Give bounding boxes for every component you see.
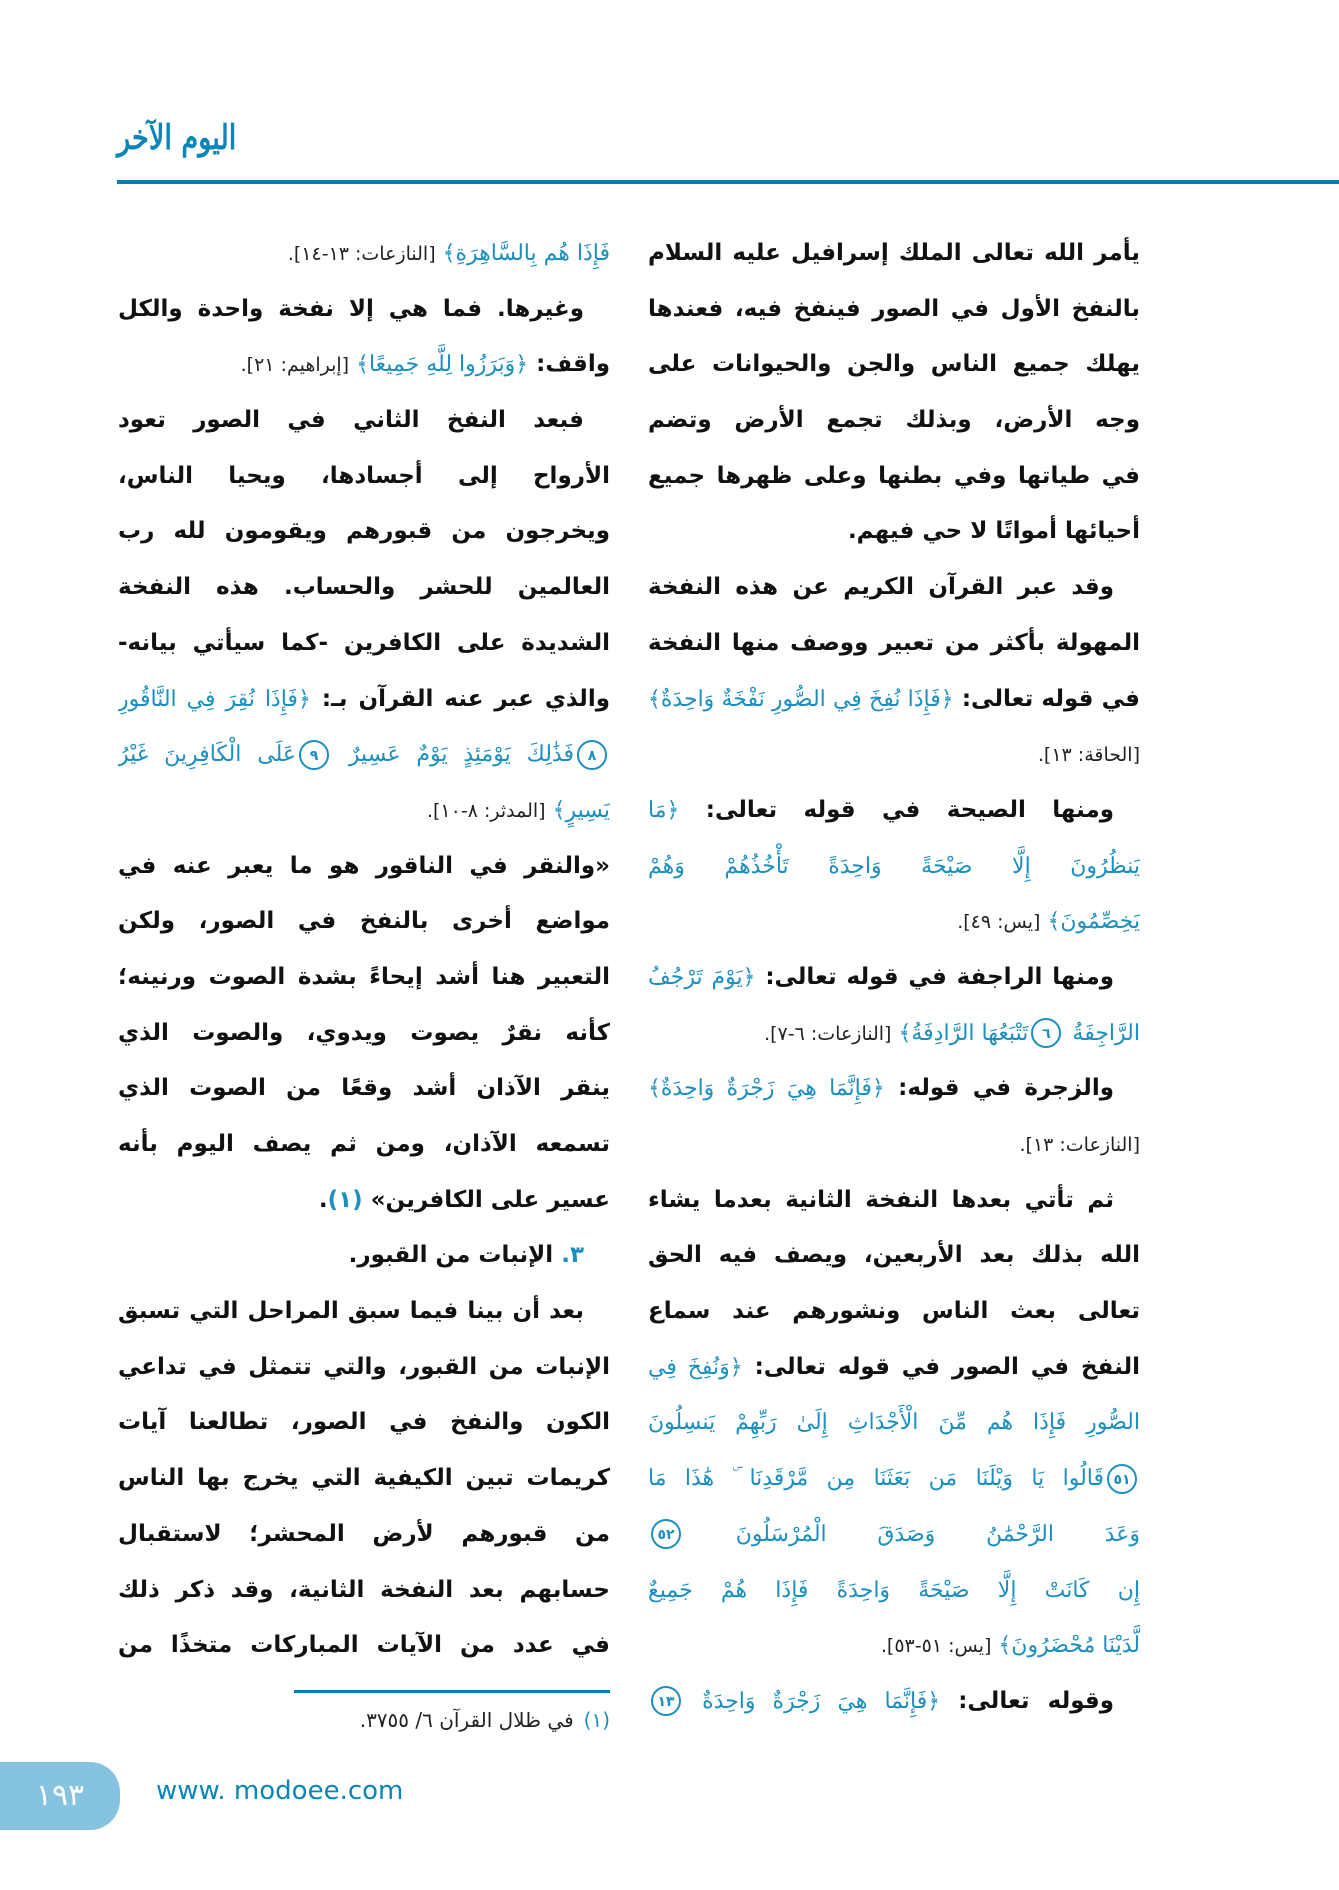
text-line	[648, 1173, 1140, 1229]
body-text: التعبير هنا أشد إيحاءً بشدة الصوت ورنينه؛	[118, 963, 610, 990]
text-line	[118, 950, 610, 1006]
quran-verse: ﴿يَوْمَ تَرْجُفُ	[648, 964, 756, 990]
quran-verse: ﴿فَإِذَا نُقِرَ فِي النَّاقُورِ	[118, 686, 311, 712]
quran-verse: وَعَدَ الرَّحْمَٰنُ وَصَدَقَ الْمُرْسَلُونَ	[735, 1521, 1140, 1547]
quran-verse: يَسِيرٍ﴾	[545, 797, 610, 823]
footnote	[118, 1702, 610, 1738]
body-text: والزجرة في قوله:	[884, 1075, 1114, 1102]
verse-reference: [المدثر: ٨-١٠].	[426, 799, 546, 822]
text-line	[648, 783, 1140, 839]
verse-number-marker: ٦	[1031, 1018, 1061, 1048]
text-line	[118, 1507, 610, 1563]
text-line	[118, 894, 610, 950]
quran-verse: فَذَٰلِكَ يَوْمَئِذٍ يَوْمٌ عَسِيرٌ	[348, 742, 574, 768]
body-text: كأنه نقرٌ يصوت ويدوي، والصوت الذي	[118, 1019, 610, 1046]
text-line	[118, 1563, 610, 1619]
body-text: وقوله تعالى:	[940, 1687, 1114, 1714]
text-line	[648, 616, 1140, 672]
text-line	[118, 560, 610, 616]
verse-number-marker: ١٣	[651, 1686, 681, 1716]
body-text: الله بذلك بعد الأربعين، ويصف فيه الحق	[648, 1242, 1140, 1269]
website-url: www. modoee.com	[156, 1776, 404, 1806]
text-line	[648, 504, 1140, 560]
header-divider	[117, 180, 1339, 184]
text-line	[118, 1340, 610, 1396]
body-text: وقد عبر القرآن الكريم عن هذه النفخة	[648, 574, 1114, 601]
text-line	[648, 393, 1140, 449]
text-line	[648, 560, 1140, 616]
highlight-text: (١)	[327, 1186, 363, 1213]
text-line	[648, 894, 1140, 950]
text-line	[118, 1006, 610, 1062]
body-text: يهلك جميع الناس والجن والحيوانات على	[648, 351, 1140, 378]
text-line	[648, 1228, 1140, 1284]
text-line	[118, 783, 610, 839]
verse-reference: [يس: ٥١-٥٣].	[880, 1635, 992, 1658]
body-text: الإنبات من القبور، والتي تتمثل في تداعي	[118, 1353, 610, 1380]
text-line	[118, 282, 610, 338]
quran-verse: الصُّورِ فَإِذَا هُم مِّنَ الْأَجْدَاثِ إِلَىٰ رَبِّهِمْ يَنسِلُونَ	[648, 1410, 1140, 1436]
verse-reference: [إبراهيم: ٢١].	[240, 354, 350, 377]
body-text: الشديدة على الكافرين -كما سيأتي بيانه-	[118, 629, 610, 656]
text-line	[648, 1117, 1140, 1173]
body-text: والذي عبر عنه القرآن بـ:	[310, 685, 610, 712]
verse-reference: [النازعات: ٦-٧].	[764, 1022, 892, 1045]
text-line	[118, 672, 610, 728]
body-text: عسير على الكافرين»	[370, 1186, 610, 1213]
text-line	[648, 1674, 1140, 1730]
body-text: أحيائها أمواتًا لا حي فيهم.	[847, 518, 1140, 545]
text-line	[648, 1284, 1140, 1340]
text-line	[648, 839, 1140, 895]
verse-number-marker: ٥١	[1107, 1464, 1137, 1494]
text-line	[118, 616, 610, 672]
body-text: في عدد من الآيات المباركات متخذًا من	[118, 1632, 610, 1659]
text-line	[118, 449, 610, 505]
running-header-title: اليوم الآخر	[117, 118, 237, 158]
body-text: في قوله تعالى:	[953, 685, 1140, 712]
footnote-marker: (١)	[583, 1708, 610, 1732]
text-line	[118, 337, 610, 393]
verse-number-marker: ٥٢	[651, 1519, 681, 1549]
text-line	[118, 1228, 610, 1284]
text-line	[118, 1395, 610, 1451]
text-line	[648, 1451, 1140, 1507]
text-line	[648, 1507, 1140, 1563]
verse-reference: [النازعات: ١٣-١٤].	[287, 243, 436, 265]
body-text: بعد أن بينا فيما سبق المراحل التي تسبق	[118, 1298, 584, 1325]
text-line	[648, 226, 1140, 282]
text-line	[118, 1173, 610, 1229]
text-line	[648, 1061, 1140, 1117]
text-line	[118, 1117, 610, 1173]
text-line	[648, 1563, 1140, 1619]
body-text: واقف:	[528, 351, 610, 378]
body-text: ومنها الصيحة في قوله تعالى:	[679, 796, 1114, 823]
quran-verse: فَإِذَا هُم بِالسَّاهِرَةِ﴾	[435, 241, 610, 266]
body-text: يأمر الله تعالى الملك إسرافيل عليه السلام	[648, 240, 1140, 266]
verse-reference: [الحاقة: ١٣].	[1037, 744, 1140, 767]
body-text: الإنبات من القبور.	[348, 1242, 554, 1269]
body-text: مواضع أخرى بالنفخ في الصور، ولكن	[118, 908, 610, 935]
highlight-text: ٣.	[553, 1242, 584, 1269]
body-text: من قبورهم لأرض المحشر؛ لاستقبال	[118, 1520, 610, 1547]
body-text: فبعد النفخ الثاني في الصور تعود	[118, 407, 584, 434]
quran-verse: ﴿مَا	[648, 797, 680, 823]
body-text: الأرواح إلى أجسادها، ويحيا الناس،	[118, 462, 610, 489]
text-line	[648, 282, 1140, 338]
page-number: ١٩٣	[0, 1762, 120, 1830]
text-line	[118, 393, 610, 449]
text-line	[648, 1006, 1140, 1062]
body-text: وغيرها. فما هي إلا نفخة واحدة والكل	[118, 295, 584, 322]
body-text: تعالى بعث الناس ونشورهم عند سماع	[648, 1298, 1140, 1325]
text-line	[648, 672, 1140, 728]
body-text: حسابهم بعد النفخة الثانية، وقد ذكر ذلك	[118, 1576, 610, 1603]
text-line	[118, 1618, 610, 1674]
text-line	[118, 839, 610, 895]
text-line	[648, 449, 1140, 505]
text-line	[118, 1451, 610, 1507]
text-line	[648, 1340, 1140, 1396]
quran-verse: ﴿فَإِذَا نُفِخَ فِي الصُّورِ نَفْخَةٌ وَاحِدَةٌ﴾	[648, 686, 954, 712]
text-line	[118, 1284, 610, 1340]
text-line	[648, 1618, 1140, 1674]
body-text: بالنفخ الأول في الصور فينفخ فيه، فعندها	[648, 295, 1140, 322]
text-line	[118, 504, 610, 560]
body-text: العالمين للحشر والحساب. هذه النفخة	[118, 574, 610, 601]
quran-verse: لَّدَيْنَا مُحْضَرُونَ﴾	[991, 1633, 1140, 1659]
quran-verse: ﴿فَإِنَّمَا هِيَ زَجْرَةٌ وَاحِدَةٌ﴾	[648, 1076, 885, 1102]
quran-verse: ﴿وَبَرَزُوا لِلَّهِ جَمِيعًا﴾	[349, 352, 529, 378]
body-text: كريمات تبين الكيفية التي يخرج بها الناس	[118, 1465, 610, 1492]
quran-verse: يَنظُرُونَ إِلَّا صَيْحَةً وَاحِدَةً تَأْخُذُهُمْ وَهُمْ	[648, 853, 1140, 879]
text-line	[648, 727, 1140, 783]
body-text: ينقر الآذان أشد وقعًا من الصوت الذي	[118, 1075, 610, 1102]
text-line	[118, 1061, 610, 1117]
quran-verse: ﴿وَنُفِخَ فِي	[648, 1354, 743, 1380]
text-line	[118, 727, 610, 783]
verse-reference: [النازعات: ١٣].	[1019, 1134, 1140, 1156]
quran-verse: قَالُوا يَا وَيْلَنَا مَن بَعَثَنَا مِن مَّرْقَدِنَا ۜ هَٰذَا مَا	[648, 1466, 1104, 1492]
quran-verse: يَخِصِّمُونَ﴾	[1040, 909, 1140, 935]
footnote-divider	[294, 1690, 610, 1693]
verse-reference: [يس: ٤٩].	[957, 911, 1041, 934]
body-text: ومنها الراجفة في قوله تعالى:	[755, 963, 1114, 990]
text-line	[118, 226, 610, 282]
quran-verse: تَتْبَعُهَا الرَّادِفَةُ﴾	[891, 1020, 1029, 1046]
text-line	[648, 337, 1140, 393]
quran-verse: الرَّاجِفَةُ	[1072, 1020, 1140, 1046]
body-text: وجه الأرض، وبذلك تجمع الأرض وتضم	[648, 407, 1140, 434]
body-text: ويخرجون من قبورهم ويقومون لله رب	[118, 518, 610, 545]
text-line	[648, 1395, 1140, 1451]
verse-number-marker: ٩	[299, 740, 329, 770]
left-text-column	[118, 226, 610, 1674]
text-line	[648, 950, 1140, 1006]
quran-verse: إِن كَانَتْ إِلَّا صَيْحَةً وَاحِدَةً فَإِذَا هُمْ جَمِيعٌ	[648, 1577, 1140, 1603]
right-text-column	[648, 226, 1140, 1730]
quran-verse: ﴿فَإِنَّمَا هِيَ زَجْرَةٌ وَاحِدَةٌ	[702, 1688, 941, 1714]
body-text: في طياتها وفي بطنها وعلى ظهرها جميع	[648, 462, 1140, 489]
body-text: ثم تأتي بعدها النفخة الثانية بعدما يشاء	[648, 1186, 1114, 1213]
body-text: «والنقر في الناقور هو ما يعبر عنه في	[118, 852, 610, 879]
body-text: المهولة بأكثر من تعبير ووصف منها النفخة	[648, 629, 1140, 656]
quran-verse: عَلَى الْكَافِرِينَ غَيْرُ	[118, 742, 297, 768]
body-text: تسمعه الآذان، ومن ثم يصف اليوم بأنه	[118, 1131, 610, 1157]
verse-number-marker: ٨	[577, 740, 607, 770]
footnote-text: في ظلال القرآن ٦/ ٣٧٥٥.	[359, 1708, 574, 1732]
body-text: .	[318, 1186, 328, 1213]
body-text: الكون والنفخ في الصور، تطالعنا آيات	[118, 1409, 610, 1436]
body-text: النفخ في الصور في قوله تعالى:	[742, 1353, 1140, 1380]
